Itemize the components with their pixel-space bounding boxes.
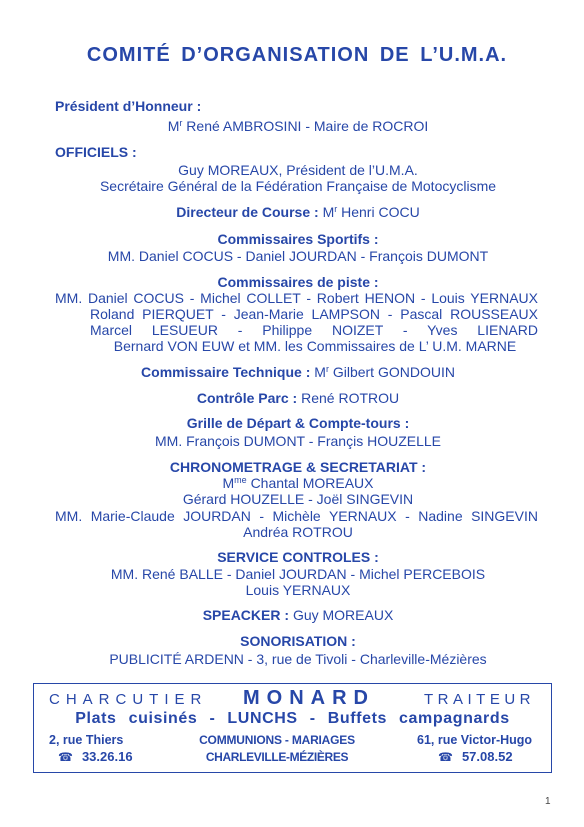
commissaires-piste-line: Roland PIERQUET - Jean-Marie LAMPSON - Pascal ROUSSEAUX — [90, 306, 538, 322]
controle-parc-label: Contrôle Parc : — [196, 390, 298, 406]
directeur-course-line — [12, 204, 584, 220]
commissaire-technique-line — [12, 364, 584, 380]
chronometrage-line: Andréa ROTROU — [243, 524, 353, 540]
honorific-superscript: r — [325, 364, 329, 374]
service-controles-label: SERVICE CONTROLES : — [217, 549, 379, 565]
commissaires-piste-line: MM. Daniel COCUS - Michel COLLET - Robert HENON - Louis YERNAUX — [55, 290, 538, 306]
chronometrage-label: CHRONOMETRAGE & SECRETARIAT : — [169, 459, 427, 475]
business-name: MONARD — [243, 687, 375, 709]
sonorisation-label: SONORISATION : — [240, 633, 356, 649]
officiels-line: Guy MOREAUX, Président de l’U.M.A. — [178, 162, 418, 178]
honorific: M — [167, 118, 180, 134]
honorific: M — [222, 475, 235, 491]
person-name: René AMBROSINI - Maire de ROCROI — [186, 118, 429, 134]
honorific: M — [314, 364, 326, 380]
advertisement-offerings: Plats cuisinés - LUNCHS - Buffets campagnards — [75, 710, 510, 727]
speacker-label: SPEACKER : — [202, 607, 290, 623]
honorific-superscript: me — [234, 475, 247, 485]
honorific-superscript: r — [334, 204, 338, 214]
trade-right: TRAITEUR — [424, 691, 535, 708]
president-honneur-label: Président d’Honneur : — [55, 98, 202, 114]
person-name: Henri COCU — [341, 204, 420, 220]
chronometrage-line — [12, 475, 584, 491]
president-honneur-line — [12, 118, 584, 134]
specialties: COMMUNIONS - MARIAGES — [199, 733, 355, 747]
right-phone-number: 57.08.52 — [461, 749, 513, 764]
person-name: René ROTROU — [301, 390, 400, 406]
trade-left: CHARCUTIER — [49, 691, 208, 708]
person-name: Guy MOREAUX — [292, 607, 394, 623]
commissaire-technique-label: Commissaire Technique : — [141, 364, 311, 380]
phone-icon — [438, 750, 453, 764]
commissaires-sportifs-line: MM. Daniel COCUS - Daniel JOURDAN - François DUMONT — [107, 248, 489, 264]
person-name: Chantal MOREAUX — [250, 475, 374, 491]
officiels-line: Secrétaire Général de la Fédération Française de Motocyclisme — [99, 178, 497, 194]
left-phone-number: 33.26.16 — [81, 749, 133, 764]
honorific: M — [322, 204, 335, 220]
page-number: 1 — [545, 796, 551, 807]
sonorisation-line: PUBLICITÉ ARDENN - 3, rue de Tivoli - Charleville-Mézières — [109, 651, 487, 667]
officiels-label: OFFICIELS : — [55, 144, 137, 160]
phone-icon — [58, 750, 73, 764]
commissaires-piste-line: Bernard VON EUW et MM. les Commissaires de L’ U.M. MARNE — [113, 338, 517, 354]
speacker-line — [12, 607, 584, 623]
controle-parc-line — [12, 390, 584, 406]
right-address: 61, rue Victor-Hugo — [417, 733, 533, 747]
right-phone — [438, 749, 513, 765]
city: CHARLEVILLE-MÉZIÈRES — [205, 750, 349, 764]
service-controles-line: MM. René BALLE - Daniel JOURDAN - Michel PERCEBOIS — [110, 566, 486, 582]
chronometrage-line: Gérard HOUZELLE - Joël SINGEVIN — [182, 491, 414, 507]
person-name: Gilbert GONDOUIN — [332, 364, 455, 380]
honorific-superscript: r — [179, 118, 183, 128]
page-title: COMITÉ D’ORGANISATION DE L’U.M.A. — [86, 44, 508, 66]
service-controles-line: Louis YERNAUX — [245, 582, 351, 598]
directeur-course-label: Directeur de Course : — [176, 204, 319, 220]
commissaires-sportifs-label: Commissaires Sportifs : — [217, 231, 379, 247]
commissaires-piste-label: Commissaires de piste : — [217, 274, 379, 290]
grille-depart-label: Grille de Départ & Compte-tours : — [186, 415, 410, 431]
advertisement-box — [33, 683, 552, 773]
commissaires-piste-line: Marcel LESUEUR - Philippe NOIZET - Yves LIENARD — [90, 322, 538, 338]
left-phone — [58, 749, 133, 765]
left-address: 2, rue Thiers — [49, 733, 124, 747]
grille-depart-line: MM. François DUMONT - Françis HOUZELLE — [155, 433, 441, 449]
chronometrage-line: MM. Marie-Claude JOURDAN - Michèle YERNAUX - Nadine SINGEVIN — [55, 508, 538, 524]
